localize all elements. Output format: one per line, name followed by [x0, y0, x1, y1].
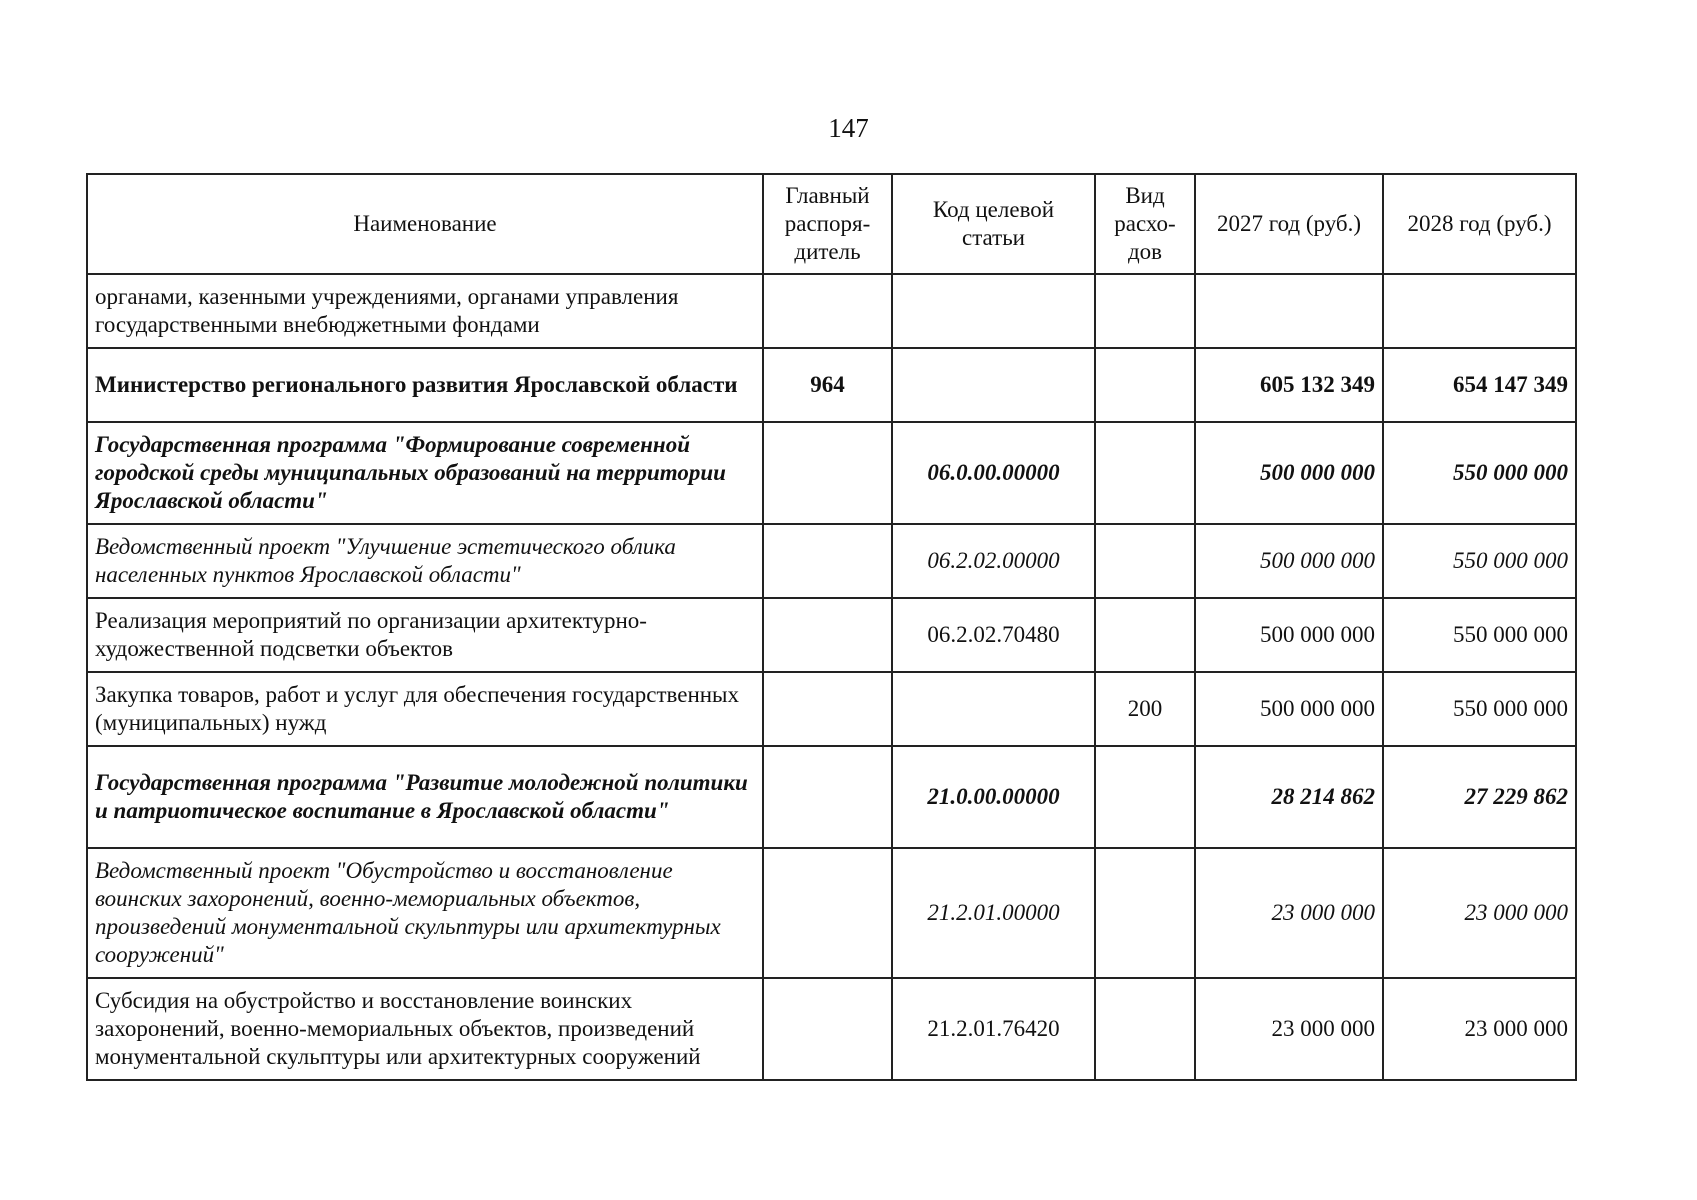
- table-row: [87, 848, 1576, 978]
- cell-expense-type: [1095, 274, 1195, 348]
- cell-code: 06.2.02.70480: [892, 598, 1095, 672]
- header-code: Код целевой статьи: [892, 174, 1095, 274]
- cell-name: Ведомственный проект "Улучшение эстетического облика населенных пунктов Ярославской области": [87, 524, 763, 598]
- cell-2027: 500 000 000: [1195, 598, 1383, 672]
- cell-2027: 500 000 000: [1195, 672, 1383, 746]
- cell-expense-type: [1095, 848, 1195, 978]
- cell-name: Министерство регионального развития Ярославской области: [87, 348, 763, 422]
- cell-manager: [763, 746, 892, 848]
- table-body: [87, 274, 1576, 1080]
- header-2028: 2028 год (руб.): [1383, 174, 1576, 274]
- cell-name: Государственная программа "Развитие молодежной политики и патриотическое воспитание в Ярославской области": [87, 746, 763, 848]
- cell-manager: [763, 274, 892, 348]
- cell-2028: 27 229 862: [1383, 746, 1576, 848]
- cell-code: [892, 672, 1095, 746]
- cell-code: 21.2.01.76420: [892, 978, 1095, 1080]
- cell-manager: [763, 524, 892, 598]
- cell-code: [892, 348, 1095, 422]
- cell-manager: [763, 422, 892, 524]
- page-number: 147: [828, 113, 869, 143]
- cell-2028: 550 000 000: [1383, 422, 1576, 524]
- table-row: [87, 672, 1576, 746]
- cell-2027: 500 000 000: [1195, 524, 1383, 598]
- table-row: [87, 598, 1576, 672]
- cell-name: органами, казенными учреждениями, органами управления государственными внебюджетными фондами: [87, 274, 763, 348]
- table-row: [87, 348, 1576, 422]
- cell-name: Реализация мероприятий по организации архитектурно-художественной подсветки объектов: [87, 598, 763, 672]
- table-header: [87, 174, 1576, 274]
- cell-expense-type: [1095, 524, 1195, 598]
- cell-2028: 550 000 000: [1383, 524, 1576, 598]
- header-expense-type: Вид расхо-дов: [1095, 174, 1195, 274]
- cell-2027: 23 000 000: [1195, 978, 1383, 1080]
- cell-name: Закупка товаров, работ и услуг для обеспечения государственных (муниципальных) нужд: [87, 672, 763, 746]
- cell-2028: 550 000 000: [1383, 672, 1576, 746]
- cell-name: Субсидия на обустройство и восстановление воинских захоронений, военно-мемориальных объектов, произведений монументальной скульптуры или архитектурных сооружений: [87, 978, 763, 1080]
- header-name: Наименование: [87, 174, 763, 274]
- table-row: [87, 274, 1576, 348]
- header-manager: Главный распоря-дитель: [763, 174, 892, 274]
- cell-2027: 23 000 000: [1195, 848, 1383, 978]
- table-row: [87, 746, 1576, 848]
- cell-name: Ведомственный проект "Обустройство и восстановление воинских захоронений, военно-мемориальных объектов, произведений монументальной скульптуры или архитектурных сооружений": [87, 848, 763, 978]
- cell-name: Государственная программа "Формирование современной городской среды муниципальных образований на территории Ярославской области": [87, 422, 763, 524]
- cell-expense-type: [1095, 598, 1195, 672]
- budget-table: [86, 173, 1577, 1081]
- cell-2028: [1383, 274, 1576, 348]
- cell-manager: [763, 978, 892, 1080]
- cell-2027: 605 132 349: [1195, 348, 1383, 422]
- cell-code: 06.2.02.00000: [892, 524, 1095, 598]
- cell-expense-type: 200: [1095, 672, 1195, 746]
- cell-2027: 500 000 000: [1195, 422, 1383, 524]
- table-row: [87, 978, 1576, 1080]
- cell-expense-type: [1095, 348, 1195, 422]
- cell-manager: [763, 848, 892, 978]
- cell-manager: [763, 672, 892, 746]
- header-2027: 2027 год (руб.): [1195, 174, 1383, 274]
- cell-code: [892, 274, 1095, 348]
- header-row: [87, 174, 1576, 274]
- cell-2027: 28 214 862: [1195, 746, 1383, 848]
- cell-2028: 654 147 349: [1383, 348, 1576, 422]
- cell-expense-type: [1095, 422, 1195, 524]
- cell-2027: [1195, 274, 1383, 348]
- cell-2028: 550 000 000: [1383, 598, 1576, 672]
- table-row: [87, 524, 1576, 598]
- cell-2028: 23 000 000: [1383, 978, 1576, 1080]
- cell-code: 06.0.00.00000: [892, 422, 1095, 524]
- cell-manager: 964: [763, 348, 892, 422]
- cell-code: 21.0.00.00000: [892, 746, 1095, 848]
- cell-expense-type: [1095, 746, 1195, 848]
- cell-2028: 23 000 000: [1383, 848, 1576, 978]
- table-row: [87, 422, 1576, 524]
- cell-manager: [763, 598, 892, 672]
- cell-code: 21.2.01.00000: [892, 848, 1095, 978]
- cell-expense-type: [1095, 978, 1195, 1080]
